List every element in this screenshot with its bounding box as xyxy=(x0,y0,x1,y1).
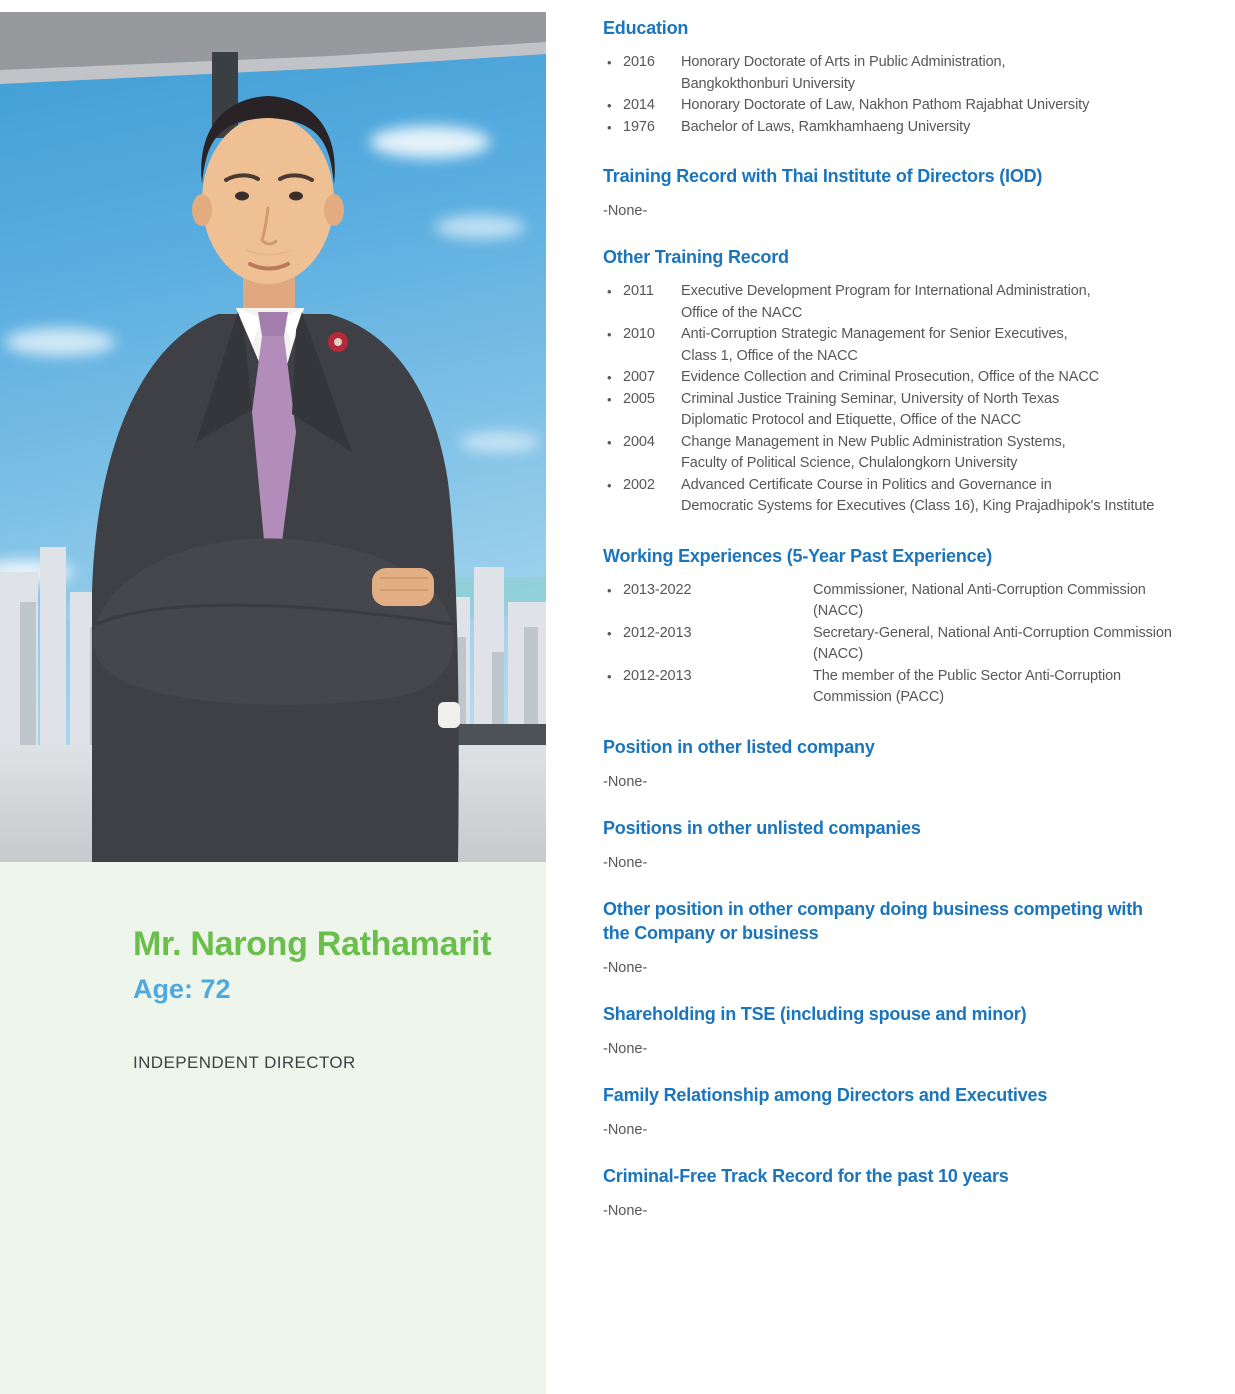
training-item xyxy=(603,367,1168,389)
item-text: Class 1, Office of the NACC xyxy=(681,347,858,364)
section-title-other-training: Other Training Record xyxy=(603,247,789,267)
item-text: Change Management in New Public Administration Systems, xyxy=(681,433,1066,450)
ceiling xyxy=(0,12,546,84)
iod-training-value: -None- xyxy=(603,203,648,219)
item-year: 2014 xyxy=(623,97,655,113)
section-title-iod-training: Training Record with Thai Institute of Directors (IOD) xyxy=(603,166,1043,186)
item-year: 2005 xyxy=(623,390,655,407)
item-year: 2004 xyxy=(623,433,655,450)
item-text: Faculty of Political Science, Chulalongkorn University xyxy=(681,455,1018,471)
item-text: (NACC) xyxy=(813,603,864,619)
family-relationship-value: -None- xyxy=(603,1121,648,1138)
item-text: Bachelor of Laws, Ramkhamhaeng University xyxy=(681,118,971,135)
section-title-working-experiences: Working Experiences (5-Year Past Experience) xyxy=(603,545,993,566)
item-text: Advanced Certificate Course in Politics and Governance in xyxy=(681,476,1052,493)
bullet-icon: • xyxy=(607,284,612,299)
item-text: Evidence Collection and Criminal Prosecution, Office of the NACC xyxy=(681,369,1100,385)
bullet-icon: • xyxy=(607,625,612,641)
director-name: Mr. Narong Rathamarit xyxy=(133,925,492,963)
experience-item xyxy=(603,580,1168,623)
item-text: Democratic Systems for Executives (Class 16), King Prajadhipok's Institute xyxy=(681,498,1155,514)
shareholding-value: -None- xyxy=(603,1040,648,1057)
item-period: 2012-2013 xyxy=(623,667,692,684)
item-text: Honorary Doctorate of Arts in Public Administration, xyxy=(681,54,1006,70)
item-period: 2012-2013 xyxy=(623,624,692,641)
competing-company-value: -None- xyxy=(603,959,648,976)
bullet-icon: • xyxy=(607,668,612,684)
training-item xyxy=(603,432,1168,475)
item-text: (NACC) xyxy=(813,646,864,662)
bullet-icon: • xyxy=(607,434,612,450)
section-title-unlisted-companies: Positions in other unlisted companies xyxy=(603,817,921,838)
section-title-education: Education xyxy=(603,18,689,38)
item-year: 2011 xyxy=(623,283,654,299)
criminal-record-value: -None- xyxy=(603,1202,648,1219)
section-title-criminal-record: Criminal-Free Track Record for the past 10 years xyxy=(603,1165,1009,1186)
item-period: 2013-2022 xyxy=(623,581,692,598)
bullet-icon: • xyxy=(607,582,612,598)
experience-item xyxy=(603,623,1172,666)
bullet-icon: • xyxy=(607,477,612,493)
item-year: 2010 xyxy=(623,326,655,342)
training-item xyxy=(603,324,1168,367)
director-photo-illustration xyxy=(0,12,546,862)
item-text: Office of the NACC xyxy=(681,304,803,321)
item-text: Commission (PACC) xyxy=(813,689,944,705)
director-age: Age: 72 xyxy=(133,974,231,1004)
education-item xyxy=(603,52,1168,95)
item-text: Honorary Doctorate of Law, Nakhon Pathom Rajabhat University xyxy=(681,97,1090,113)
bullet-icon: • xyxy=(607,391,612,407)
director-figure xyxy=(92,96,460,862)
bullet-icon: • xyxy=(607,370,612,385)
bullet-icon: • xyxy=(607,327,612,342)
item-text: Secretary-General, National Anti-Corruption Commission xyxy=(813,624,1172,641)
director-role: INDEPENDENT DIRECTOR xyxy=(133,1053,356,1072)
director-photo xyxy=(0,12,546,862)
training-item xyxy=(603,281,1168,324)
experience-item xyxy=(603,666,1168,709)
item-text: Anti-Corruption Strategic Management for Senior Executives, xyxy=(681,326,1068,342)
education-item xyxy=(603,95,1168,117)
other-training-list xyxy=(603,281,1168,518)
bullet-icon: • xyxy=(607,119,612,135)
item-text: Commissioner, National Anti-Corruption Commission xyxy=(813,581,1146,598)
bullet-icon: • xyxy=(607,55,612,70)
training-item xyxy=(603,389,1168,432)
education-item xyxy=(603,117,1168,139)
section-title-listed-company: Position in other listed company xyxy=(603,736,875,757)
item-text: Criminal Justice Training Seminar, University of North Texas xyxy=(681,390,1060,407)
item-year: 2016 xyxy=(623,54,655,70)
item-text: Diplomatic Protocol and Etiquette, Office of the NACC xyxy=(681,412,1022,428)
training-item xyxy=(603,475,1168,518)
item-text: Executive Development Program for International Administration, xyxy=(681,283,1091,299)
item-text: Bangkokthonburi University xyxy=(681,75,855,92)
item-year: 1976 xyxy=(623,118,655,135)
director-details xyxy=(603,16,1172,1219)
bullet-icon: • xyxy=(607,98,612,113)
item-text: The member of the Public Sector Anti-Corruption xyxy=(813,667,1121,684)
section-title-shareholding: Shareholding in TSE (including spouse and minor) xyxy=(603,1003,1027,1024)
working-experiences-list xyxy=(603,580,1172,709)
education-list xyxy=(603,52,1168,138)
section-title-family-relationship: Family Relationship among Directors and Executives xyxy=(603,1084,1048,1105)
director-id-panel xyxy=(0,862,546,1394)
listed-company-value: -None- xyxy=(603,773,648,790)
unlisted-companies-value: -None- xyxy=(603,854,648,871)
item-year: 2002 xyxy=(623,476,655,493)
item-year: 2007 xyxy=(623,369,655,385)
section-title-competing-company: Other position in other company doing business competing with the Company or business xyxy=(603,898,1143,943)
